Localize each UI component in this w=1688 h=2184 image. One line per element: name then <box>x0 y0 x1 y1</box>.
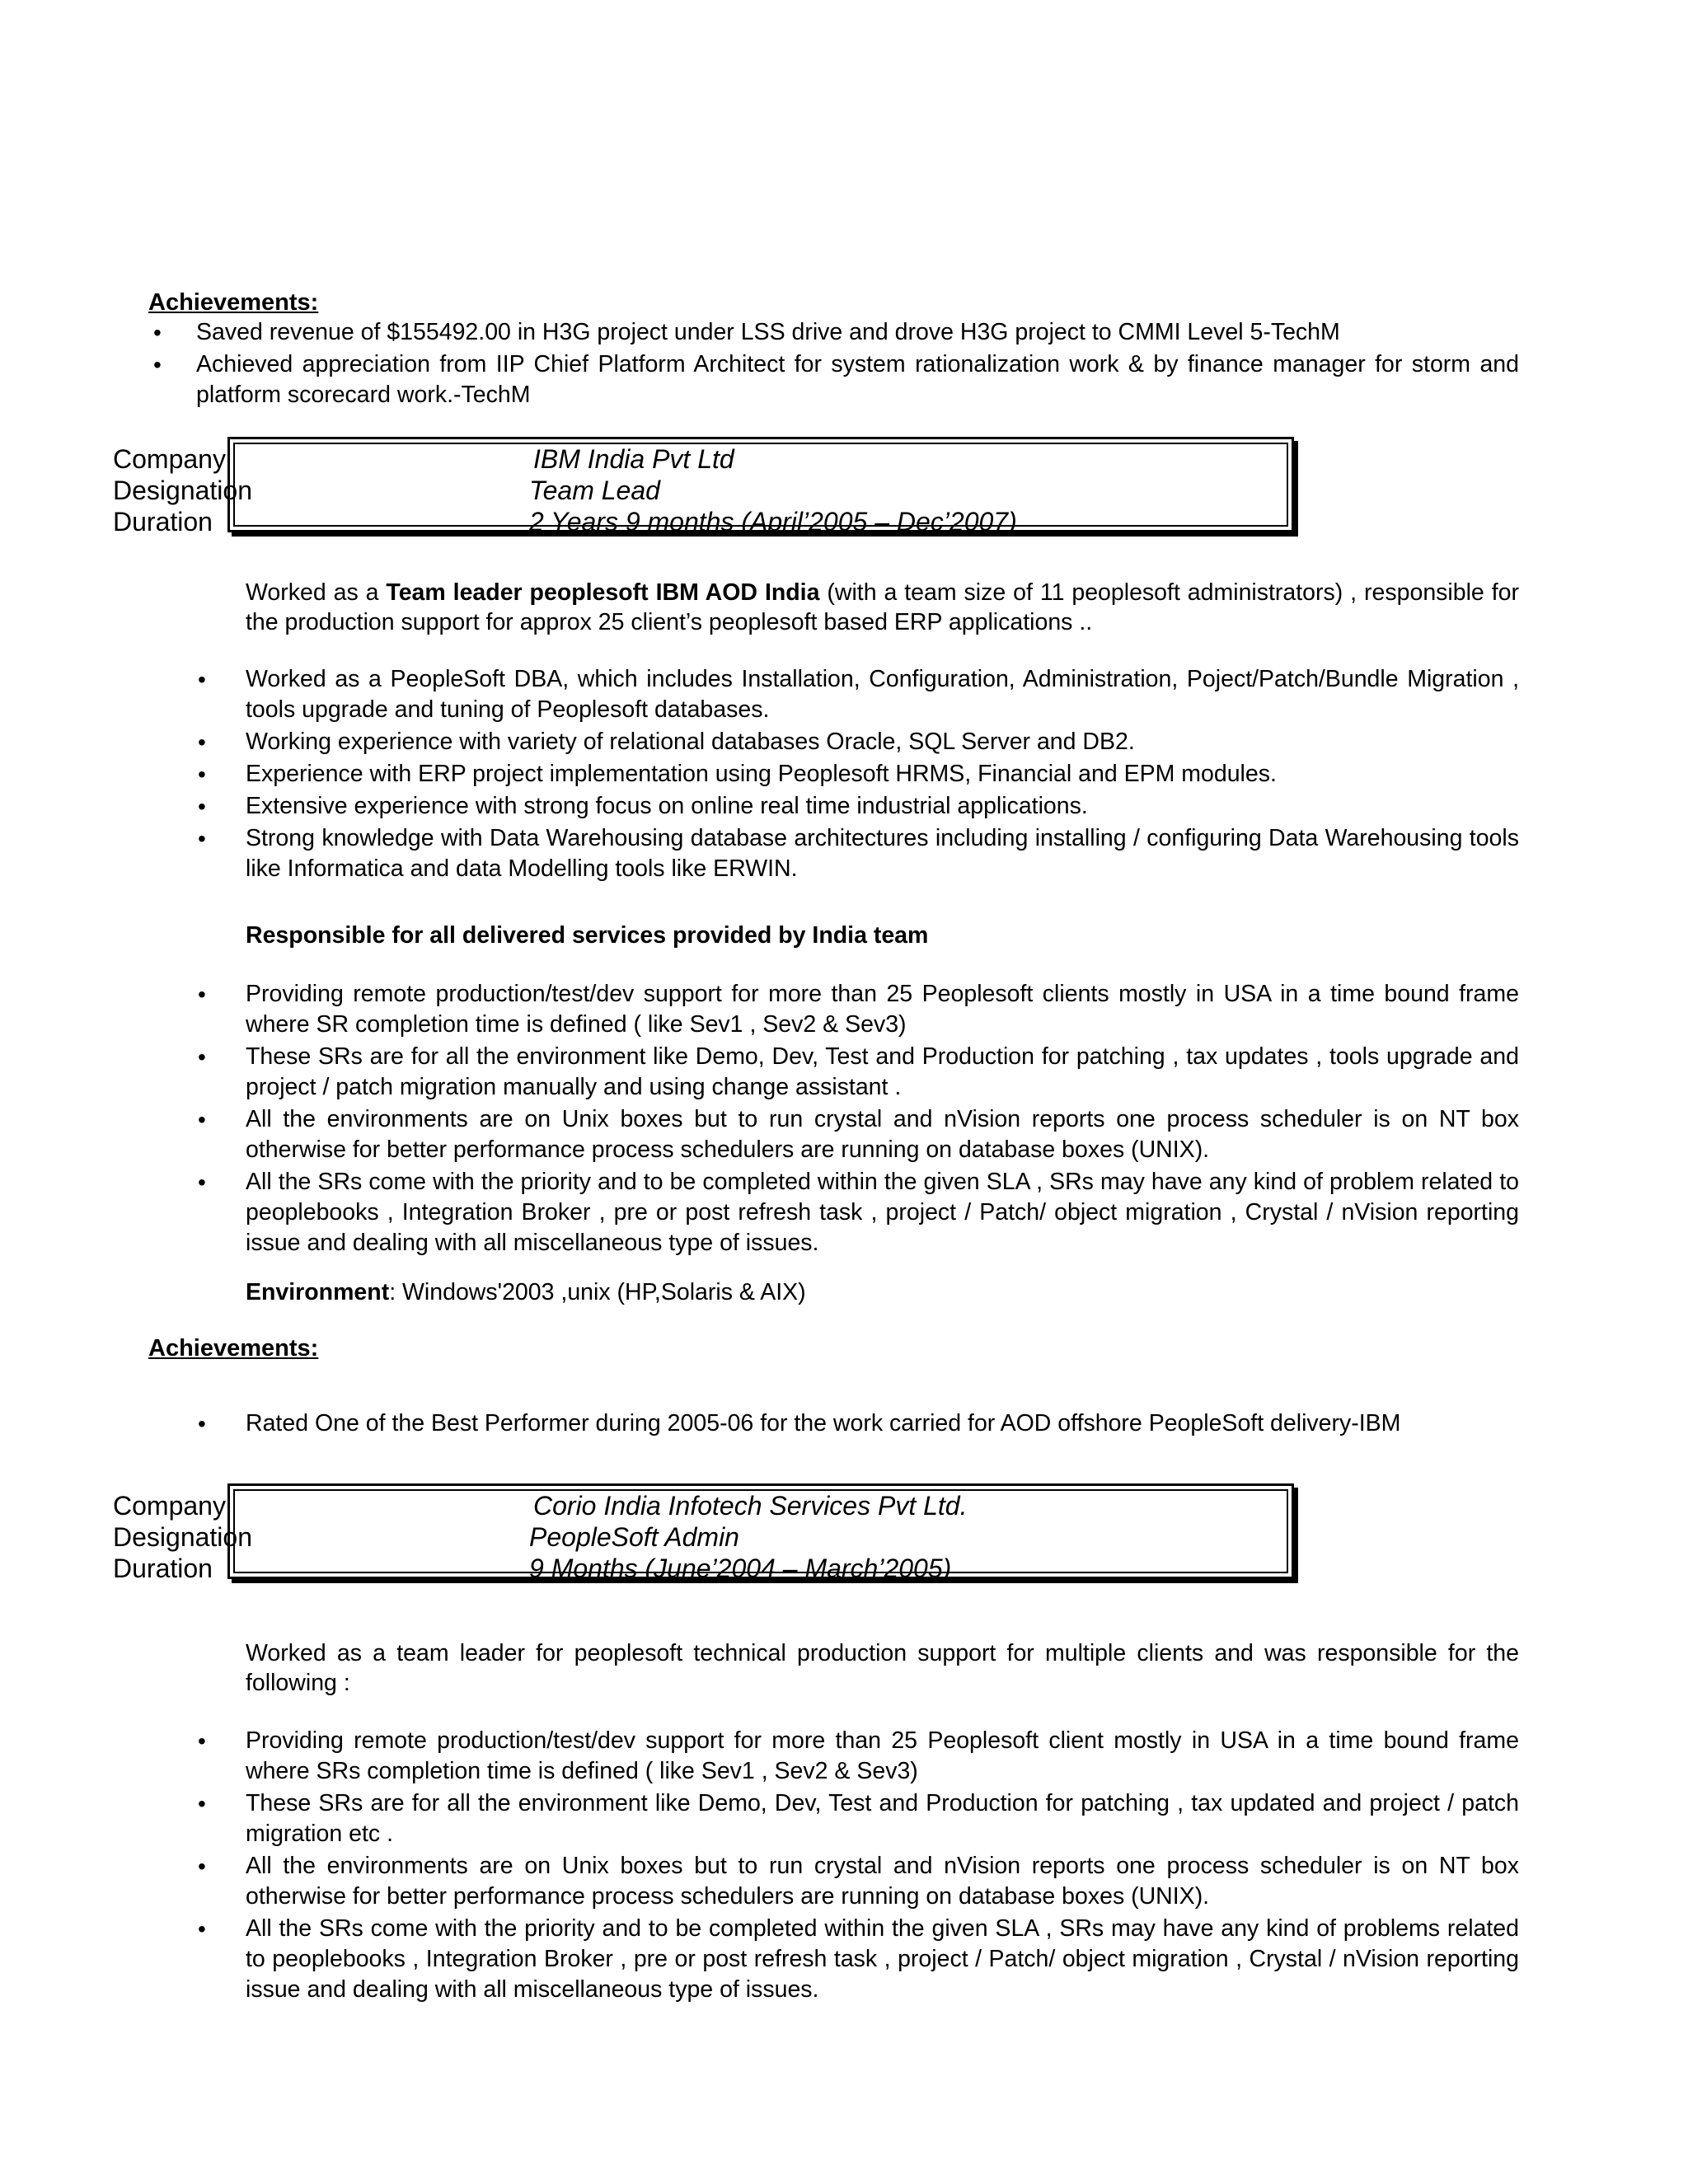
list-item: • Working experience with variety of relational databases Oracle, SQL Server and DB2. <box>246 727 1519 757</box>
job-intro-ibm <box>246 578 1519 637</box>
achievements-list-ibm <box>246 1408 1519 1439</box>
job-label: Company <box>113 1491 226 1521</box>
job-label: Duration <box>113 1554 213 1583</box>
environment-label: Environment <box>246 1279 390 1305</box>
skills-list-ibm <box>246 664 1519 884</box>
job-label: Company <box>113 444 226 474</box>
environment-line <box>246 1277 1519 1307</box>
intro-role: Team leader peoplesoft IBM AOD India <box>386 579 820 606</box>
list-item: • Worked as a PeopleSoft DBA, which includes Installation, Configuration, Administration, Poject/Patch/Bundle Migration , tools upgrade and tuning of Peoplesoft databases. <box>246 664 1519 725</box>
services-list-ibm <box>246 979 1519 1258</box>
job-label: Designation <box>113 1522 252 1552</box>
job-value: 9 Months (June’2004 – March’2005) <box>529 1554 952 1583</box>
list-item: • These SRs are for all the environment like Demo, Dev, Test and Production for patching , tax updates , tools upgrade and project / patch migration manually and using change assistant . <box>246 1042 1519 1103</box>
responsibility-heading: Responsible for all delivered services provided by India team <box>246 922 929 949</box>
list-item: • All the SRs come with the priority and to be completed within the given SLA , SRs may have any kind of problems related to peoplebooks , Integration Broker , pre or post refresh task , project / Patch/ object migration , Crystal / nVision reporting issue and dealing with all miscellaneous type of issues. <box>246 1914 1519 2005</box>
list-item: • Providing remote production/test/dev support for more than 25 Peoplesoft clients mostly in USA in a time bound frame where SR completion time is defined ( like Sev1 , Sev2 & Sev3) <box>246 979 1519 1040</box>
job-value: Corio India Infotech Services Pvt Ltd. <box>533 1491 968 1521</box>
services-list-corio <box>246 1726 1519 2005</box>
list-item: • All the SRs come with the priority and to be completed within the given SLA , SRs may have any kind of problem related to peoplebooks , Integration Broker , pre or post refresh task , project / Patch/ object migration , Crystal / nVision reporting issue and dealing with all miscellaneous type of issues. <box>246 1167 1519 1258</box>
achievements-heading-techm: Achievements: <box>148 289 319 316</box>
list-item: • Achieved appreciation from IIP Chief Platform Architect for system rationalization work & by finance manager for storm and platform scorecard work.-TechM <box>196 349 1519 410</box>
list-item: • Providing remote production/test/dev support for more than 25 Peoplesoft client mostly in USA in a time bound frame where SRs completion time is defined ( like Sev1 , Sev2 & Sev3) <box>246 1726 1519 1787</box>
list-item: • All the environments are on Unix boxes but to run crystal and nVision reports one process scheduler is on NT box otherwise for better performance process schedulers are running on database boxes (UNIX). <box>246 1851 1519 1912</box>
intro-text: (with a team size of 11 peoplesoft administrators) , responsible for the production support for approx 25 client’s peoplesoft based ERP applications .. <box>246 579 1519 635</box>
job-value: PeopleSoft Admin <box>529 1522 739 1552</box>
list-item: • Strong knowledge with Data Warehousing database architectures including installing / configuring Data Warehousing tools like Informatica and data Modelling tools like ERWIN. <box>246 823 1519 884</box>
list-item: • Saved revenue of $155492.00 in H3G project under LSS drive and drove H3G project to CMMI Level 5-TechM <box>196 317 1519 348</box>
job-label: Designation <box>113 476 252 505</box>
list-item: • These SRs are for all the environment like Demo, Dev, Test and Production for patching , tax updated and project / patch migration etc . <box>246 1788 1519 1849</box>
intro-text: Worked as a <box>246 579 387 606</box>
job-label: Duration <box>113 507 213 537</box>
list-item: • Rated One of the Best Performer during 2005-06 for the work carried for AOD offshore PeopleSoft delivery-IBM <box>246 1408 1519 1439</box>
achievements-heading-ibm: Achievements: <box>148 1335 319 1361</box>
list-item: • Extensive experience with strong focus on online real time industrial applications. <box>246 791 1519 822</box>
job-value: Team Lead <box>529 476 660 505</box>
achievements-list-techm <box>196 317 1519 410</box>
job-value: 2 Years 9 months (April’2005 – Dec’2007) <box>529 507 1017 537</box>
job-intro-corio: Worked as a team leader for peoplesoft technical production support for multiple clients and was responsible for the following : <box>246 1640 1519 1696</box>
job-value: IBM India Pvt Ltd <box>533 444 734 474</box>
list-item: • Experience with ERP project implementation using Peoplesoft HRMS, Financial and EPM modules. <box>246 759 1519 790</box>
list-item: • All the environments are on Unix boxes but to run crystal and nVision reports one process scheduler is on NT box otherwise for better performance process schedulers are running on database boxes (UNIX). <box>246 1104 1519 1165</box>
environment-value: : Windows'2003 ,unix (HP,Solaris & AIX) <box>389 1279 806 1305</box>
